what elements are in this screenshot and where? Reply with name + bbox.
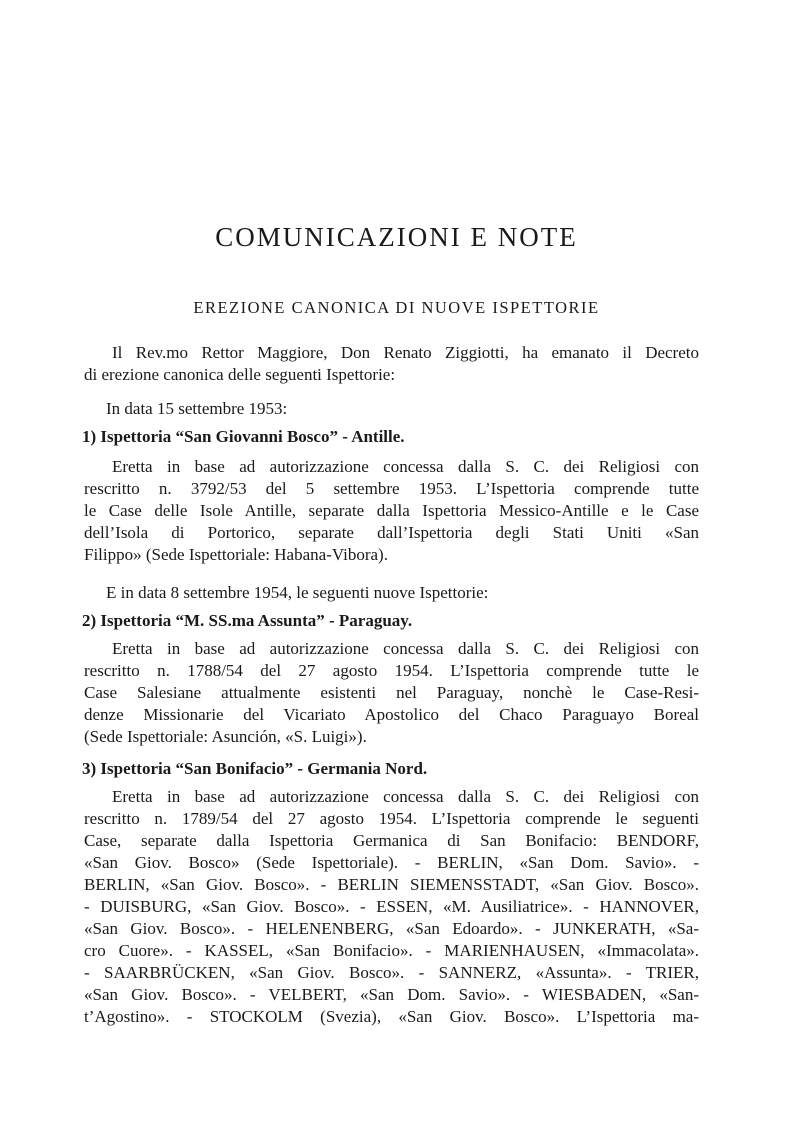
text-line: rescritto n. 3792/53 del 5 settembre 1953. L’Ispettoria comprende tutte [84,479,699,498]
text-line: - DUISBURG, «San Giov. Bosco». - ESSEN, «M. Ausiliatrice». - HANNOVER, [84,897,699,916]
text-line: Il Rev.mo Rettor Maggiore, Don Renato Ziggiotti, ha emanato il Decreto [112,343,699,362]
text-line: BERLIN, «San Giov. Bosco». - BERLIN SIEMENSSTADT, «San Giov. Bosco». [84,875,699,894]
text-line: rescritto n. 1789/54 del 27 agosto 1954. L’Ispettoria comprende le seguenti [84,809,699,828]
section-subtitle: EREZIONE CANONICA DI NUOVE ISPETTORIE [193,298,600,317]
date-line-2: E in data 8 settembre 1954, le seguenti nuove Ispettorie: [106,583,489,602]
text-line: «San Giov. Bosco». - HELENENBERG, «San Edoardo». - JUNKERATH, «Sa- [84,919,699,938]
text-line: Case, separate dalla Ispettoria Germanica di San Bonifacio: BENDORF, [84,831,699,850]
text-line: t’Agostino». - STOCKOLM (Svezia), «San Giov. Bosco». L’Ispettoria ma- [84,1007,699,1026]
text-line: «San Giov. Bosco». - VELBERT, «San Dom. Savio». - WIESBADEN, «San- [84,985,699,1004]
text-line: Eretta in base ad autorizzazione concessa dalla S. C. dei Religiosi con [112,639,699,658]
text-line: «San Giov. Bosco» (Sede Ispettoriale). - BERLIN, «San Dom. Savio». - [84,853,699,872]
text-line: - SAARBRÜCKEN, «San Giov. Bosco». - SANNERZ, «Assunta». - TRIER, [84,963,699,982]
text-line: le Case delle Isole Antille, separate dalla Ispettoria Messico-Antille e le Case [84,501,699,520]
text-line: dell’Isola di Portorico, separate dall’Ispettoria degli Stati Uniti «San [84,523,699,542]
text-line: Case Salesiane attualmente esistenti nel Paraguay, nonchè le Case-Resi- [84,683,699,702]
text-line: di erezione canonica delle seguenti Ispettorie: [84,365,396,384]
section-heading: 3) Ispettoria “San Bonifacio” - Germania Nord. [82,759,428,778]
text-line: cro Cuore». - KASSEL, «San Bonifacio». - MARIENHAUSEN, «Immacolata». [84,941,699,960]
page-title: COMUNICAZIONI E NOTE [215,222,578,252]
text-line: Filippo» (Sede Ispettoriale: Habana-Vibora). [84,545,388,564]
text-line: denze Missionarie del Vicariato Apostolico del Chaco Paraguayo Boreal [84,705,699,724]
section-heading: 1) Ispettoria “San Giovanni Bosco” - Antille. [82,427,405,446]
text-line: Eretta in base ad autorizzazione concessa dalla S. C. dei Religiosi con [112,457,699,476]
date-line-1: In data 15 settembre 1953: [106,399,288,418]
text-line: Eretta in base ad autorizzazione concessa dalla S. C. dei Religiosi con [112,787,699,806]
text-line: rescritto n. 1788/54 del 27 agosto 1954. L’Ispettoria comprende tutte le [84,661,699,680]
text-line: (Sede Ispettoriale: Asunción, «S. Luigi»). [84,727,367,746]
section-heading: 2) Ispettoria “M. SS.ma Assunta” - Paraguay. [82,611,413,630]
